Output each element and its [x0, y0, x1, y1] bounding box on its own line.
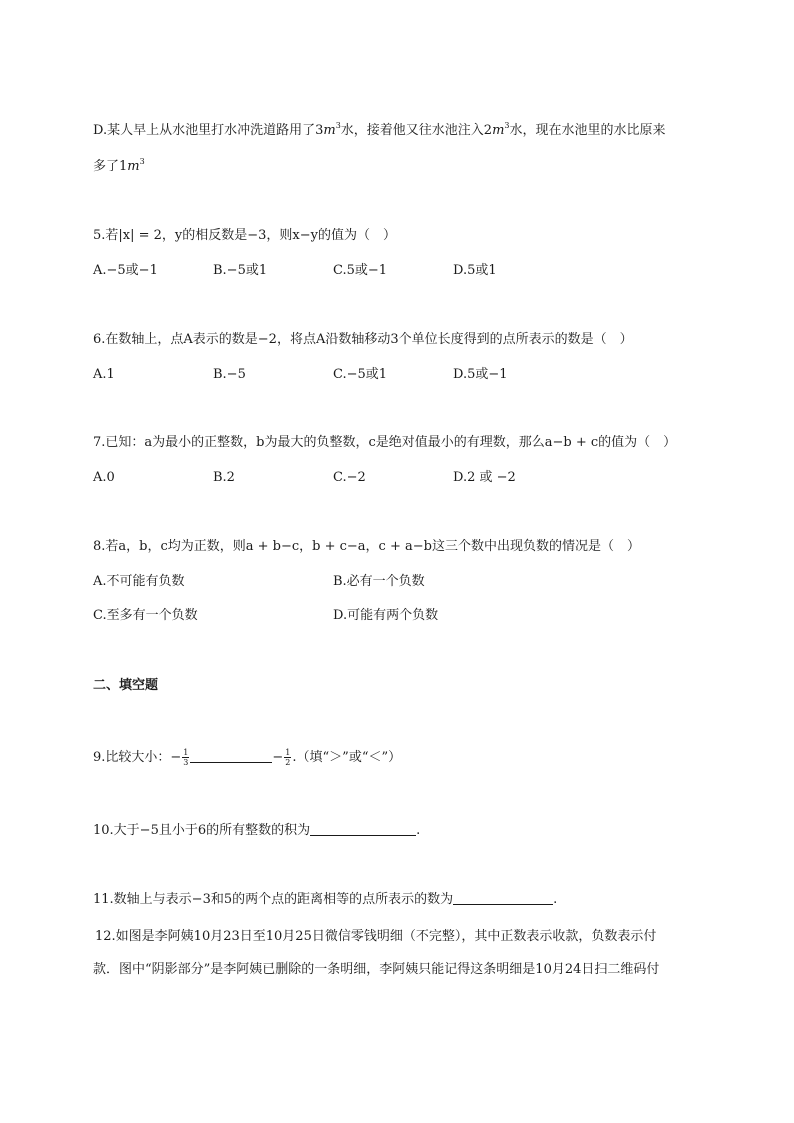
- q8-option-b: B.必有一个负数: [333, 574, 425, 589]
- fraction-one-half: [284, 748, 291, 767]
- q12-line1: 12.如图是李阿姨10月23日至10月25日微信零钱明细（不完整），其中正数表示收款，负数表示付: [95, 929, 657, 944]
- q6-option-c: C.−5或1: [333, 367, 388, 382]
- section-heading-fill-in: 二、填空题: [93, 678, 159, 693]
- q4-option-d-text-b: 水，接着他又往水池注入2: [340, 123, 493, 138]
- exponent: 3: [504, 121, 510, 130]
- fraction-numerator: 1: [183, 748, 189, 757]
- q5-option-a: A.−5或−1: [93, 263, 158, 278]
- q4-option-d-line1: [93, 122, 666, 140]
- q10-stem: 10.大于−5且小于6的所有整数的积为: [93, 823, 311, 838]
- unit-m: m: [492, 123, 505, 138]
- q9-minus: −: [272, 750, 284, 765]
- answer-blank-q10[interactable]: [310, 823, 416, 836]
- q11-line: [93, 891, 557, 909]
- q6-stem: 6.在数轴上，点A表示的数是−2，将点A沿数轴移动3个单位长度得到的点所表示的数是（ ）: [93, 332, 633, 347]
- q7-option-a: A.0: [93, 470, 115, 485]
- q9-line: [93, 748, 401, 767]
- q5-option-c: C.5或−1: [333, 263, 388, 278]
- q12-line2: 款．图中“阴影部分”是李阿姨已删除的一条明细，李阿姨只能记得这条明细是10月24日扫二维码付: [93, 962, 660, 977]
- q4-option-d-line2: [93, 158, 145, 176]
- fraction-denominator: 2: [285, 758, 291, 767]
- fraction-one-third: [182, 748, 189, 767]
- q5-stem: 5.若|x| = 2，y的相反数是−3，则x−y的值为（ ）: [93, 228, 396, 243]
- q8-stem: 8.若a，b，c均为正数，则a + b−c，b + c−a，c + a−b这三个数中出现负数的情况是（ ）: [93, 539, 640, 554]
- q5-option-b: B.−5或1: [213, 263, 268, 278]
- fraction-denominator: 3: [183, 758, 189, 767]
- q6-option-d: D.5或−1: [453, 367, 508, 382]
- q6-option-b: B.−5: [213, 367, 246, 382]
- q5-option-d: D.5或1: [453, 263, 497, 278]
- q9-prefix: 9.比较大小：−: [93, 750, 182, 765]
- q11-stem: 11.数轴上与表示−3和5的两个点的距离相等的点所表示的数为: [93, 892, 454, 907]
- q7-stem: 7.已知：a为最小的正整数，b为最大的负整数，c是绝对值最小的有理数，那么a−b + c的值为（ ）: [93, 435, 677, 450]
- q11-end: .: [553, 892, 558, 907]
- q6-option-a: A.1: [93, 367, 115, 382]
- answer-blank-q9[interactable]: [190, 750, 272, 763]
- q4-option-d-text-d: 多了1: [93, 159, 128, 174]
- answer-blank-q11[interactable]: [453, 892, 553, 905]
- q8-option-c: C.至多有一个负数: [93, 608, 198, 623]
- q8-option-a: A.不可能有负数: [93, 574, 185, 589]
- q7-option-b: B.2: [213, 470, 235, 485]
- unit-m: m: [323, 123, 336, 138]
- exponent: 3: [335, 121, 341, 130]
- q10-line: [93, 822, 420, 840]
- q10-end: .: [416, 823, 421, 838]
- q7-option-d: D.2 或 −2: [453, 470, 516, 485]
- q4-option-d-text-c: 水，现在水池里的水比原来: [509, 123, 666, 138]
- q4-option-d-text-a: D.某人早上从水池里打水冲洗道路用了3: [93, 123, 324, 138]
- exponent: 3: [139, 157, 145, 166]
- q9-suffix: .（填“＞”或“＜”）: [292, 750, 402, 765]
- q7-option-c: C.−2: [333, 470, 366, 485]
- unit-m: m: [127, 159, 140, 174]
- q8-option-d: D.可能有两个负数: [333, 608, 439, 623]
- fraction-numerator: 1: [285, 748, 291, 757]
